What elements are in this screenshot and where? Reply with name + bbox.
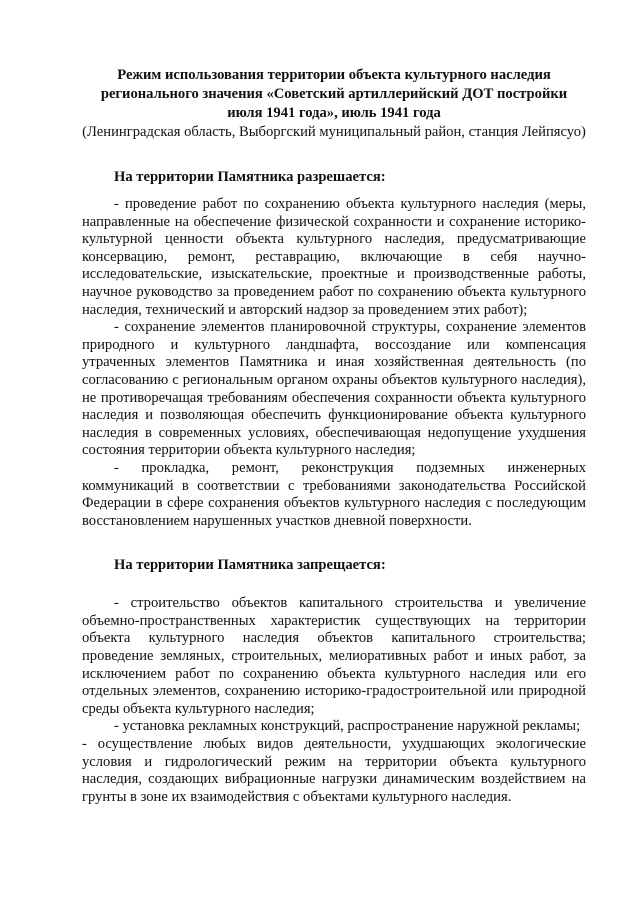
document-title: Режим использования территории объекта культурного наследия регионального значения «Советский артиллерийский ДОТ постройки июля 1941 года», июль 1941 года xyxy=(100,67,568,121)
allowed-item-preservation-works: - проведение работ по сохранению объекта культурного наследия (меры, направленные на обеспечение физической сохранности и сохранение историко-культурной ценности объекта культурного наследия, предусматривающие консервацию, ремонт, реставрацию, включающие в себя научно-исследовательские, изыскательские, проектные и производственные работы, научное руководство за проведением работ по сохранению объекта культурного наследия, технический и авторский надзор за проведением этих работ); xyxy=(82,196,586,318)
prohibited-list xyxy=(82,595,586,806)
prohibited-item-construction: - строительство объектов капитального строительства и увеличение объемно-пространственных характеристик существующих на территории объекта культурного наследия объектов капитального строительства; проведение земляных, строительных, мелиоративных работ и иных работ, за исключением работ по сохранению объекта культурного наследия или его отдельных элементов, сохранению историко-градостроительной или природной среды объекта культурного наследия; xyxy=(82,595,586,717)
prohibited-item-environmental-harm: - осуществление любых видов деятельности, ухудшающих экологические условия и гидрологический режим на территории объекта культурного наследия, создающих вибрационные нагрузки динамическим воздействием на грунты в зоне их взаимодействия с объектами культурного наследия. xyxy=(82,736,586,805)
allowed-list xyxy=(82,196,586,530)
allowed-item-utility-networks: - прокладка, ремонт, реконструкция подземных инженерных коммуникаций в соответствии с требованиями законодательства Российской Федерации в сфере сохранения объектов культурного наследия с последующим восстановлением нарушенных участков дневной поверхности. xyxy=(82,459,586,529)
document-page xyxy=(82,66,586,806)
allowed-item-landscape-preservation: - сохранение элементов планировочной структуры, сохранение элементов природного и культурного ландшафта, воссоздание или компенсация утраченных элементов Памятника и иная хозяйственная деятельность (по согласованию с региональным органом охраны объектов культурного наследия), не противоречащая требованиям обеспечения сохранности объекта культурного наследия и позволяющая обеспечить функционирование объекта культурного наследия в современных условиях, обеспечивающая недопущение ухудшения состояния территории объекта культурного наследия; xyxy=(82,319,586,459)
prohibited-item-advertising: - установка рекламных конструкций, распространение наружной рекламы; xyxy=(114,718,581,735)
document-subtitle: (Ленинградская область, Выборгский муниципальный район, станция Лейпясуо) xyxy=(82,124,586,140)
prohibited-heading: На территории Памятника запрещается: xyxy=(114,557,386,574)
allowed-heading: На территории Памятника разрешается: xyxy=(114,169,386,185)
